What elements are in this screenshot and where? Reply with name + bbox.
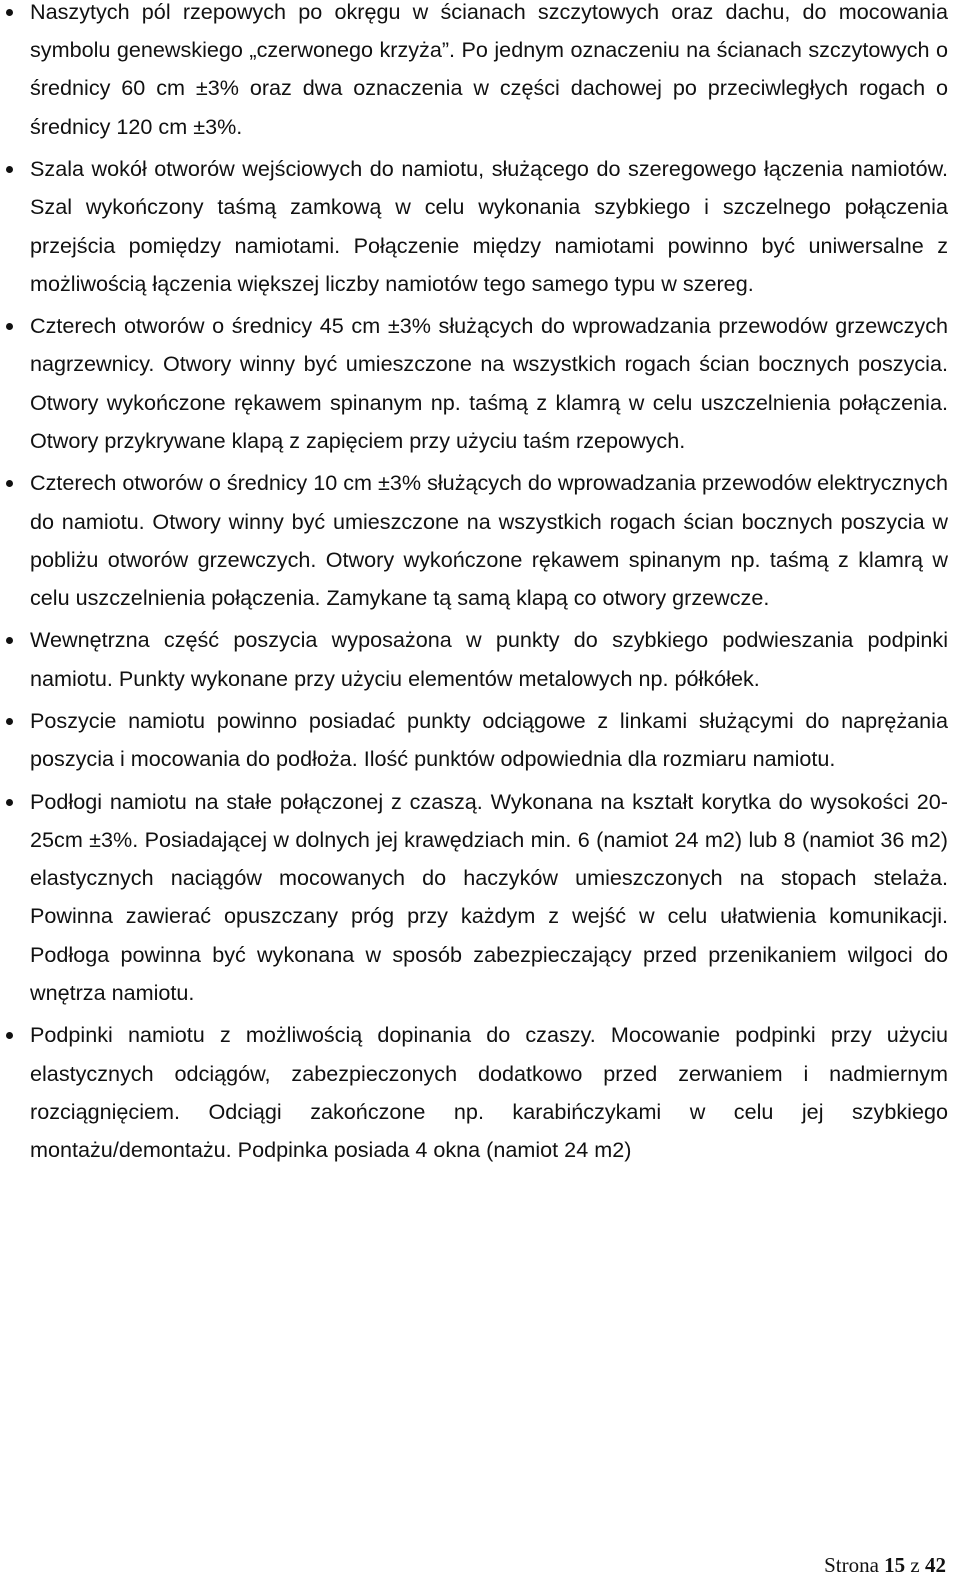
page-label: Strona — [824, 1553, 879, 1577]
list-item — [30, 783, 948, 1012]
page-separator: z — [910, 1553, 920, 1577]
list-item-text: Szala wokół otworów wejściowych do namiotu, służącego do szeregowego łączenia namiotów. Szal wykończony taśmą zamkową w celu wykonania szybkiego i szczelnego połączenia przejścia pomiędzy namiotami. Połączenie między namiotami powinno być uniwersalne z możliwością łączenia większej liczby namiotów tego samego typu w szereg. — [30, 156, 948, 296]
list-item-text: Podpinki namiotu z możliwością dopinania do czaszy. Mocowanie podpinki przy użyciu elastycznych odciągów, zabezpieczonych dodatkowo przed zerwaniem i nadmiernym rozciągnięciem. Odciągi zakończone np. karabińczykami w celu jej szybkiego montażu/demontażu. Podpinka posiada 4 okna (namiot 24 m2) — [30, 1022, 948, 1162]
list-item — [30, 621, 948, 697]
list-item — [30, 307, 948, 460]
bullet-icon — [6, 1032, 13, 1039]
list-item-text: Poszycie namiotu powinno posiadać punkty odciągowe z linkami służącymi do naprężania poszycia i mocowania do podłoża. Ilość punktów odpowiednia dla rozmiaru namiotu. — [30, 708, 948, 772]
list-item — [30, 702, 948, 778]
specification-bullet-list — [30, 0, 948, 1173]
list-item — [30, 1016, 948, 1169]
list-item — [30, 0, 948, 146]
bullet-icon — [6, 323, 13, 330]
list-item-text: Wewnętrzna część poszycia wyposażona w punkty do szybkiego podwieszania podpinki namiotu. Punkty wykonane przy użyciu elementów metalowych np. półkółek. — [30, 627, 948, 691]
bullet-icon — [6, 9, 13, 16]
list-item-text: Podłogi namiotu na stałe połączonej z czaszą. Wykonana na kształt korytka do wysokości 20-25cm ±3%. Posiadającej w dolnych jej krawędziach min. 6 (namiot 24 m2) lub 8 (namiot 36 m2) elastycznych naciągów mocowanych do haczyków umieszczonych na stopach stelaża. Powinna zawierać opuszczany próg przy każdym z wejść w celu ułatwienia komunikacji. Podłoga powinna być wykonana w sposób zabezpieczający przed przenikaniem wilgoci do wnętrza namiotu. — [30, 788, 948, 1005]
list-item — [30, 464, 948, 617]
bullet-icon — [6, 718, 13, 725]
page-number-footer — [824, 1553, 946, 1578]
list-item — [30, 150, 948, 303]
total-pages-number: 42 — [925, 1553, 946, 1577]
list-item-text: Czterech otworów o średnicy 45 cm ±3% służących do wprowadzania przewodów grzewczych nagrzewnicy. Otwory winny być umieszczone na wszystkich rogach ścian bocznych poszycia. Otwory wykończone rękawem spinanym np. taśmą z klamrą w celu uszczelnienia połączenia. Otwory przykrywane klapą z zapięciem przy użyciu taśm rzepowych. — [30, 313, 948, 453]
bullet-icon — [6, 166, 13, 173]
bullet-icon — [6, 637, 13, 644]
bullet-icon — [6, 799, 13, 806]
current-page-number: 15 — [884, 1553, 906, 1577]
bullet-icon — [6, 480, 13, 487]
list-item-text: Naszytych pól rzepowych po okręgu w ścianach szczytowych oraz dachu, do mocowania symbolu genewskiego „czerwonego krzyża”. Po jednym oznaczeniu na ścianach szczytowych o średnicy 60 cm ±3% oraz dwa oznaczenia w części dachowej po przeciwległych rogach o średnicy 120 cm ±3%. — [30, 0, 948, 139]
list-item-text: Czterech otworów o średnicy 10 cm ±3% służących do wprowadzania przewodów elektrycznych do namiotu. Otwory winny być umieszczone na wszystkich rogach ścian bocznych poszycia w pobliżu otworów grzewczych. Otwory wykończone rękawem spinanym np. taśmą z klamrą w celu uszczelnienia połączenia. Zamykane tą samą klapą co otwory grzewcze. — [30, 470, 948, 610]
